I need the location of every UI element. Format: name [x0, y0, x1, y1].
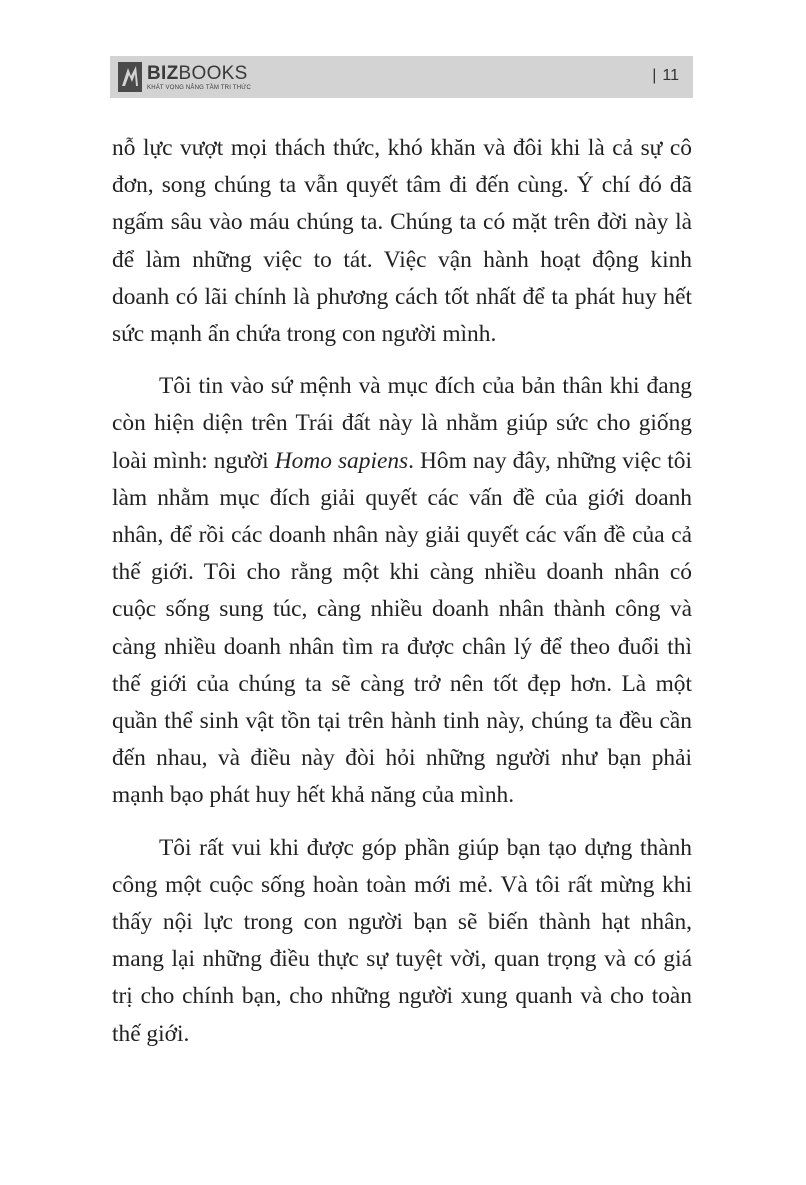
page-number-separator: | — [652, 67, 657, 84]
paragraph-2-text-end: . Hôm nay đây, những việc tôi làm nhằm mục đích giải quyết các vấn đề của giới doanh nhân, để rồi các doanh nhân này giải quyết các vấn đề của cả thế giới. Tôi cho rằng một khi càng nhiều doanh nhân có cuộc sống sung túc, càng nhiều doanh nhân thành công và càng nhiều doanh nhân tìm ra được chân lý để theo đuổi thì thế giới của chúng ta sẽ càng trở nên tốt đẹp hơn. Là một quần thể sinh vật tồn tại trên hành tinh này, chúng ta đều cần đến nhau, và điều này đòi hỏi những người như bạn phải mạnh bạo phát huy hết khả năng của mình. — [112, 447, 692, 809]
paragraph-3: Tôi rất vui khi được góp phần giúp bạn tạo dựng thành công một cuộc sống hoàn toàn mới mẻ. Và tôi rất mừng khi thấy nội lực trong con người bạn sẽ biến thành hạt nhân, mang lại những điều thực sự tuyệt vời, quan trọng và có giá trị cho chính bạn, cho những người xung quanh và cho toàn thế giới. — [112, 834, 692, 1047]
brand-name: BIZBOOKS — [147, 62, 248, 84]
body-text — [112, 130, 692, 1068]
paragraph-1: nỗ lực vượt mọi thách thức, khó khăn và đôi khi là cả sự cô đơn, song chúng ta vẫn quyết tâm đi đến cùng. Ý chí đó đã ngấm sâu vào máu chúng ta. Chúng ta có mặt trên đời này là để làm những việc to tát. Việc vận hành hoạt động kinh doanh có lãi chính là phương cách tốt nhất để ta phát huy hết sức mạnh ẩn chứa trong con người mình. — [112, 135, 692, 348]
brand-tagline: KHÁT VỌNG NÂNG TẦM TRI THỨC — [147, 84, 252, 91]
page-header — [110, 56, 693, 98]
bizbooks-logo-icon — [118, 62, 142, 92]
page-number-value: 11 — [662, 67, 679, 84]
bizbooks-logo — [118, 62, 251, 92]
paragraph-2 — [112, 368, 692, 814]
paragraph-2-italic-term: Homo sapiens — [274, 447, 409, 474]
paragraph-2-text-start: Tôi tin vào sứ mệnh và mục đích của bản thân khi đang còn hiện diện trên Trái đất này là nhằm giúp sức cho giống loài mình: người — [112, 373, 692, 474]
page-number — [652, 67, 679, 85]
